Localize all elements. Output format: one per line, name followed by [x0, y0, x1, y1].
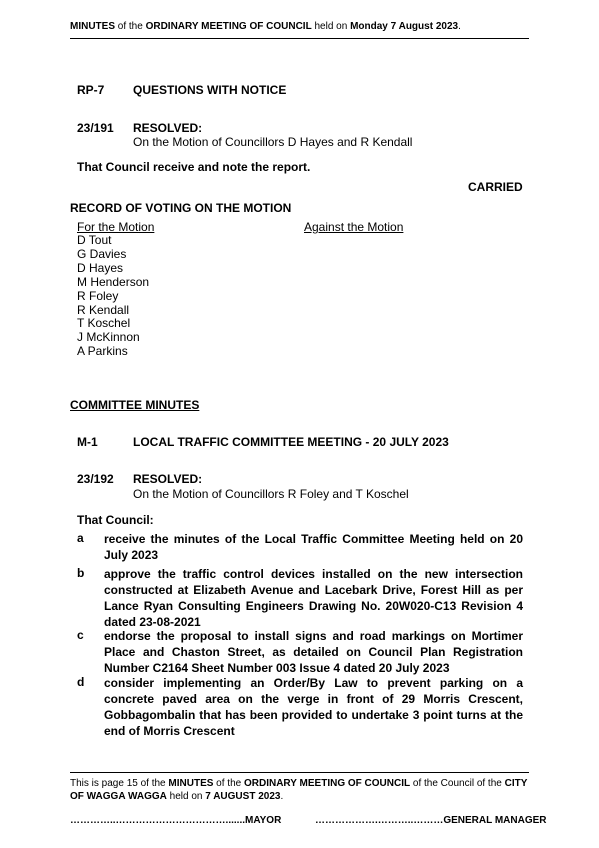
voter-name: D Tout	[77, 233, 112, 247]
footer-line-1	[70, 778, 527, 789]
voter-name: M Henderson	[77, 274, 150, 289]
resolution-191-motion: On the Motion of Councillors D Hayes and R Kendall	[133, 135, 413, 149]
header-period: .	[458, 21, 461, 32]
footer-period: .	[280, 791, 284, 802]
item-letter: c	[77, 628, 84, 642]
resolution-191-resolved: RESOLVED:	[133, 121, 203, 135]
header-held-on: held on	[311, 21, 351, 32]
item-letter: d	[77, 675, 85, 689]
committee-minutes-heading: COMMITTEE MINUTES	[70, 398, 200, 412]
for-motion-label: For the Motion	[77, 220, 155, 234]
footer-rule	[70, 772, 529, 773]
voter-name: T Koschel	[77, 316, 131, 331]
footer-of: of the	[213, 778, 244, 789]
item-text: consider implementing an Order/By Law to prevent parking on a concrete paved area on the verge in front of 29 Morris Crescent, Gobbagombalin that has been provided to undertake 3 point turns at the end of Morris Crescent	[104, 676, 523, 738]
footer-date: 7 AUGUST 2023	[205, 791, 281, 802]
footer-council-of: of the Council of the	[410, 778, 505, 789]
footer-minutes: MINUTES	[168, 778, 214, 789]
footer-meeting: ORDINARY MEETING OF COUNCIL	[243, 778, 411, 789]
carried-label: CARRIED	[468, 180, 523, 194]
rp7-code: RP-7	[77, 83, 105, 97]
footer-wagga: OF WAGGA WAGGA	[70, 791, 167, 802]
header-rule	[70, 38, 529, 39]
resolution-192-resolved: RESOLVED:	[133, 472, 203, 486]
header-meeting: ORDINARY MEETING OF COUNCIL	[145, 21, 312, 32]
resolution-192-number: 23/192	[77, 472, 114, 486]
rp7-title: QUESTIONS WITH NOTICE	[133, 83, 287, 97]
mayor-signature-line: …………..…………………………….......MAYOR	[70, 815, 282, 826]
against-motion-label: Against the Motion	[304, 220, 404, 234]
voter-name: R Kendall	[77, 302, 130, 317]
footer-page-text: This is page 15 of the	[70, 778, 169, 789]
header-of: of the	[115, 21, 146, 32]
page-header	[70, 21, 461, 32]
item-letter: a	[77, 531, 84, 545]
header-minutes: MINUTES	[70, 21, 115, 32]
for-motion-list	[77, 234, 149, 359]
voter-name: J McKinnon	[77, 330, 140, 345]
footer-line-2	[70, 791, 283, 802]
item-text: receive the minutes of the Local Traffic Committee Meeting held on 20 July 2023	[104, 532, 523, 562]
resolution-192-intro: That Council:	[77, 513, 154, 527]
m1-code: M-1	[77, 435, 98, 449]
voter-name: R Foley	[77, 288, 119, 303]
item-letter: b	[77, 566, 85, 580]
footer-held-on: held on	[166, 791, 206, 802]
voter-name: G Davies	[77, 246, 127, 261]
header-date: Monday 7 August 2023	[350, 21, 459, 32]
voter-name: A Parkins	[77, 344, 128, 359]
resolution-191-number: 23/191	[77, 121, 114, 135]
item-text: endorse the proposal to install signs and road markings on Mortimer Place and Chaston Street, as detailed on Council Plan Registration Number C2164 Sheet Number 003 Issue 4 dated 20 July 2023	[104, 629, 523, 675]
item-text: approve the traffic control devices installed on the new intersection constructed at Elizabeth Avenue and Lacebark Drive, Forest Hill as per Lance Ryan Consulting Engineers Drawing No. 20W020-C13 Revision 4 dated 23-08-2021	[104, 567, 523, 629]
resolution-191-statement: That Council receive and note the report.	[77, 160, 311, 174]
footer-city: CITY	[504, 778, 528, 789]
voting-heading: RECORD OF VOTING ON THE MOTION	[70, 201, 292, 215]
m1-title: LOCAL TRAFFIC COMMITTEE MEETING - 20 JULY 2023	[133, 435, 449, 449]
general-manager-signature-line: ……………….………..………GENERAL MANAGER	[315, 815, 547, 826]
resolution-192-motion: On the Motion of Councillors R Foley and T Koschel	[133, 487, 409, 501]
voter-name: D Hayes	[77, 260, 124, 275]
